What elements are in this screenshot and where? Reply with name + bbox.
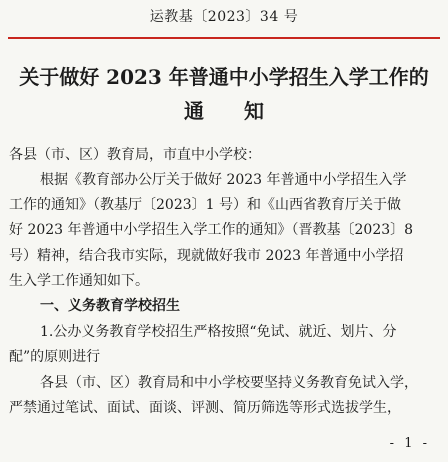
subsection-line: 1.公办义务教育学校招生严格按照“免试、就近、划片、分 — [40, 324, 397, 340]
document-title-line-1: 关于做好 2023 年普通中小学招生入学工作的 — [19, 65, 429, 89]
page-number: - 1 - — [389, 436, 430, 451]
body-line: 生入学工作通知如下。 — [9, 273, 149, 289]
subsection-line: 配”的原则进行 — [9, 349, 101, 365]
document-number: 运教基〔2023〕34 号 — [149, 9, 299, 25]
document-title-line-2: 通知 — [184, 99, 304, 123]
body-line: 根据《教育部办公厅关于做好 2023 年普通中小学招生入学 — [40, 172, 407, 188]
paragraph-line: 各县（市、区）教育局和中小学校要坚持义务教育免试入学， — [40, 375, 418, 391]
salutation: 各县（市、区）教育局，市直中小学校： — [9, 147, 261, 163]
body-line: 工作的通知》（教基厅〔2023〕1 号）和《山西省教育厅关于做 — [9, 197, 401, 213]
body-line: 号）精神，结合我市实际，现就做好我市 2023 年普通中小学招 — [9, 248, 404, 264]
section-heading: 一、义务教育学校招生 — [40, 298, 180, 314]
body-line: 好 2023 年普通中小学招生入学工作的通知》（晋教基〔2023〕8 — [9, 222, 414, 238]
red-divider-line — [8, 37, 440, 39]
paragraph-line: 严禁通过笔试、面试、面谈、评测、简历筛选等形式选拔学生， — [9, 400, 401, 416]
